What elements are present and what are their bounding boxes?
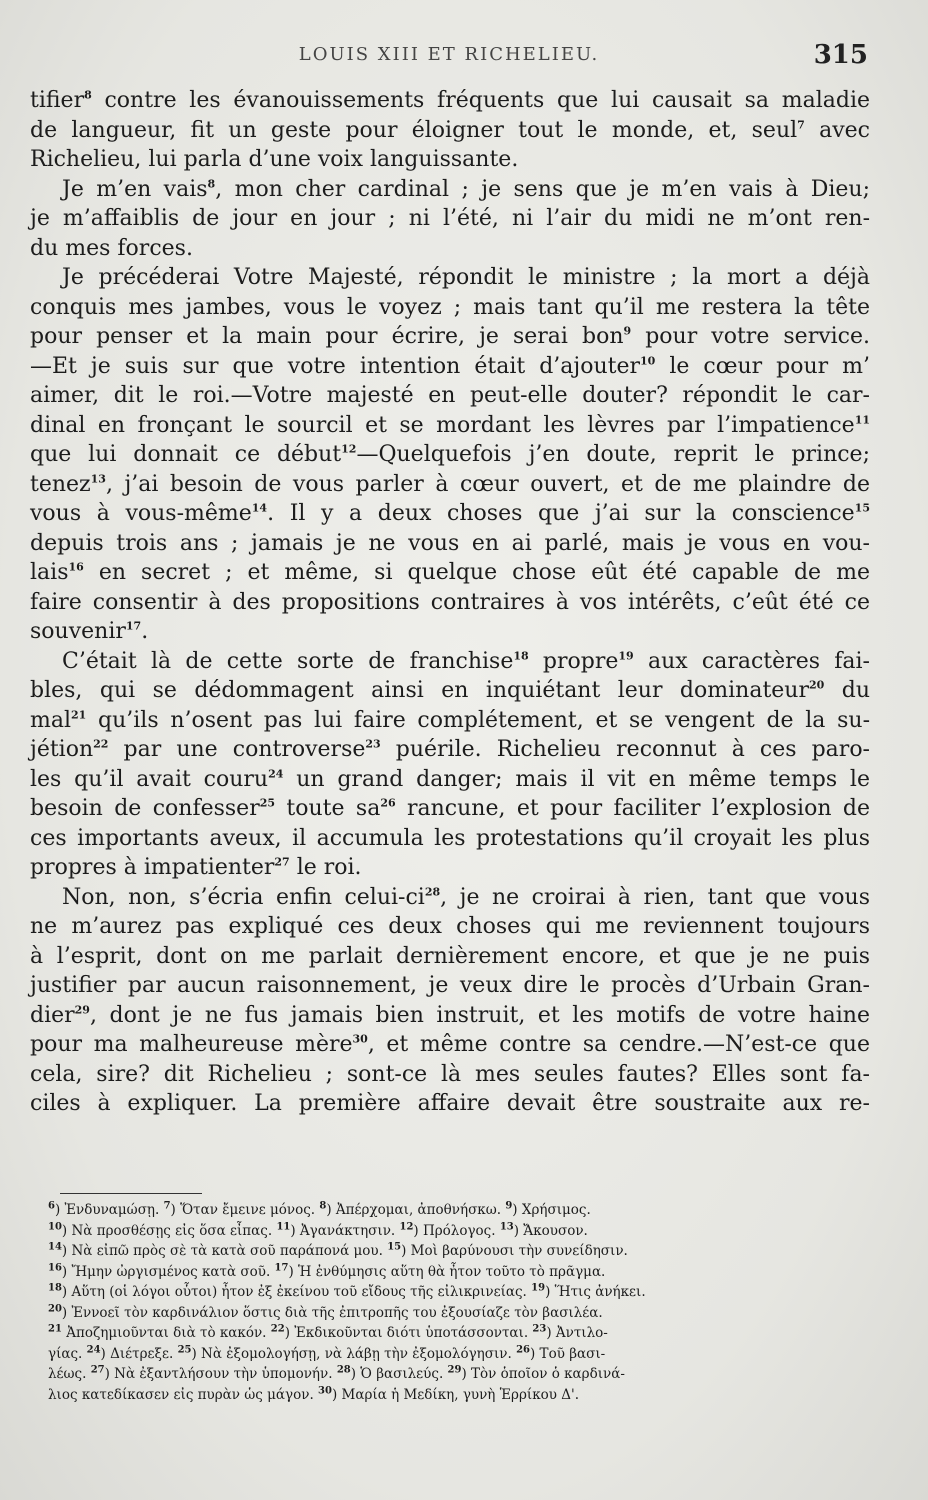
footnote-ref: 11 bbox=[854, 413, 870, 427]
footnote-text: ) Ἡ ἐνθύμησις αὕτη θὰ ἦτον τοῦτο τὸ πρᾶγμα. bbox=[288, 1263, 606, 1280]
text-run: pour votre service. bbox=[631, 324, 871, 349]
text-line bbox=[30, 588, 870, 618]
text-run: Je m’en vais bbox=[62, 176, 208, 202]
text-run: du bbox=[824, 678, 870, 703]
text-line bbox=[30, 1089, 870, 1119]
text-run: les qu’il avait couru bbox=[30, 766, 269, 792]
footnote-number: 17 bbox=[274, 1262, 289, 1273]
footnote-ref: 30 bbox=[352, 1032, 368, 1046]
text-line bbox=[30, 204, 870, 234]
text-run: avec bbox=[804, 117, 870, 143]
footnote-text: ) Ἐνδυναμώσῃ. bbox=[54, 1202, 164, 1218]
footnote-text: γίας. bbox=[48, 1345, 87, 1362]
footnote-ref: 14 bbox=[251, 501, 268, 515]
footnote-ref: 10 bbox=[640, 354, 656, 368]
text-run: , dont je ne fus jamais bien instruit, et les motifs de votre haine bbox=[89, 1002, 870, 1028]
footnote-text: ) Νὰ εἰπῶ πρὸς σὲ τὰ κατὰ σοῦ παράπονά μου. bbox=[61, 1243, 388, 1259]
footnote-text: ) Ὅταν ἔμεινε μόνος. bbox=[170, 1202, 320, 1218]
footnote-line bbox=[48, 1282, 848, 1303]
footnote-ref: 19 bbox=[618, 649, 634, 663]
footnote-number: 30 bbox=[318, 1385, 332, 1396]
footnote-ref: 8 bbox=[84, 88, 92, 102]
text-run: propres à impatienter bbox=[30, 855, 275, 880]
text-run: en secret ; et même, si quelque chose eût été capable de me bbox=[83, 560, 870, 585]
text-line bbox=[30, 1030, 870, 1060]
footnote-number: 19 bbox=[531, 1282, 546, 1294]
text-line bbox=[30, 440, 870, 470]
footnote-text: ) Μαρία ἡ Μεδίκη, γυνὴ Ἑρρίκου Δ'. bbox=[331, 1386, 580, 1403]
footnote-ref: 21 bbox=[71, 708, 87, 722]
footnote-text: ) Πρόλογος. bbox=[413, 1222, 500, 1239]
footnote-ref: 17 bbox=[125, 619, 142, 633]
footnote-number: 27 bbox=[90, 1364, 105, 1376]
text-run: de langueur, fit un geste pour éloigner tout le monde, et, seul bbox=[30, 117, 798, 143]
footnotes bbox=[48, 1200, 848, 1405]
footnote-text: ) Τὸν ὁποῖον ὁ καρδινά- bbox=[461, 1366, 625, 1382]
footnote-number: 18 bbox=[48, 1282, 62, 1294]
footnote-ref: 12 bbox=[341, 442, 357, 456]
footnote-number: 11 bbox=[276, 1221, 291, 1232]
text-line bbox=[30, 647, 870, 677]
text-line bbox=[30, 676, 870, 706]
text-line bbox=[30, 499, 870, 529]
text-run: je m’affaiblis de jour en jour ; ni l’été, ni l’air du midi ne m’ont ren- bbox=[30, 206, 870, 231]
text-line bbox=[30, 853, 870, 883]
text-run: ces importants aveux, il accumula les protestations qu’il croyait les plus bbox=[30, 825, 870, 851]
footnote-ref: 15 bbox=[854, 501, 870, 515]
footnote-number: 16 bbox=[48, 1262, 62, 1273]
text-line bbox=[30, 234, 870, 264]
footnote-number: 21 bbox=[48, 1323, 62, 1335]
text-run: , et même contre sa cendre.—N’est-ce que bbox=[367, 1032, 870, 1057]
text-line bbox=[30, 529, 870, 559]
text-run: contre les évanouissements fréquents que lui causait sa maladie bbox=[91, 88, 870, 113]
text-line bbox=[30, 263, 870, 293]
footnote-text: Ἀποζημιοῦνται διὰ τὸ κακόν. bbox=[61, 1325, 271, 1341]
footnote-ref: 28 bbox=[424, 885, 441, 899]
text-run: jétion bbox=[30, 737, 94, 762]
text-run: bles, qui se dédommagent ainsi en inquiétant leur dominateur bbox=[30, 678, 809, 703]
footnote-ref: 13 bbox=[90, 472, 106, 486]
text-line bbox=[30, 794, 870, 824]
text-run: , j’ai besoin de vous parler à cœur ouvert, et de me plaindre de bbox=[105, 471, 870, 497]
footnote-ref: 27 bbox=[274, 855, 290, 869]
text-line bbox=[30, 293, 870, 323]
footnote-line bbox=[48, 1221, 848, 1242]
text-line bbox=[30, 411, 870, 441]
footnote-text: ) Ἀπέρχομαι, ἀποθνήσκω. bbox=[326, 1202, 506, 1218]
footnote-number: 26 bbox=[516, 1344, 530, 1355]
footnote-ref: 22 bbox=[93, 737, 109, 751]
text-run: à l’esprit, dont on me parlait dernièrement encore, et que je ne puis bbox=[30, 943, 870, 969]
text-line bbox=[30, 86, 870, 116]
footnote-text: ) Μοὶ βαρύνουσι τὴν συνείδησιν. bbox=[401, 1243, 628, 1259]
page-header bbox=[30, 40, 868, 80]
text-run: tenez bbox=[30, 471, 91, 497]
text-run: pour penser et la main pour écrire, je serai bon bbox=[30, 324, 624, 349]
text-run: , mon cher cardinal ; je sens que je m’en vais à Dieu; bbox=[215, 176, 871, 202]
text-run: toute sa bbox=[275, 796, 381, 821]
text-run: rancune, et pour faciliter l’explosion de bbox=[395, 796, 870, 821]
footnote-number: 23 bbox=[532, 1323, 547, 1335]
footnote-number: 6 bbox=[48, 1200, 55, 1212]
text-run: Non, non, s’écria enfin celui-ci bbox=[62, 884, 425, 910]
footnote-text: ) Ἄκουσον. bbox=[513, 1222, 588, 1239]
text-run: pour ma malheureuse mère bbox=[30, 1032, 353, 1057]
text-run: vous à vous-même bbox=[30, 501, 252, 526]
footnote-number: 15 bbox=[387, 1241, 402, 1253]
text-run: Je précéderai Votre Majesté, répondit le ministre ; la mort a déjà bbox=[62, 265, 870, 290]
footnote-text: ) Ὁ βασιλεύς. bbox=[350, 1366, 448, 1382]
running-title: LOUIS XIII ET RICHELIEU. bbox=[298, 44, 600, 65]
text-line bbox=[30, 1060, 870, 1090]
text-line bbox=[30, 558, 870, 588]
footnote-ref: 26 bbox=[380, 796, 396, 810]
text-run: tifier bbox=[30, 88, 85, 113]
footnote-number: 29 bbox=[447, 1364, 462, 1376]
footnote-line bbox=[48, 1344, 848, 1365]
footnote-line bbox=[48, 1385, 848, 1406]
text-run: le roi. bbox=[289, 855, 362, 880]
text-line bbox=[30, 352, 870, 382]
text-line bbox=[30, 1001, 870, 1031]
footnote-number: 8 bbox=[319, 1200, 327, 1212]
text-line bbox=[30, 145, 870, 175]
footnote-line bbox=[48, 1241, 848, 1262]
text-line bbox=[30, 765, 870, 795]
footnote-ref: 9 bbox=[623, 324, 632, 338]
text-run: propre bbox=[528, 648, 619, 674]
page-number: 315 bbox=[813, 40, 868, 70]
text-run: le cœur pour m’ bbox=[655, 353, 871, 379]
text-run: —Et je suis sur que votre intention était d’ajouter bbox=[30, 353, 641, 379]
footnote-text: ) Ἤμην ὠργισμένος κατὰ σοῦ. bbox=[61, 1263, 275, 1280]
footnote-line bbox=[48, 1364, 848, 1385]
text-line bbox=[30, 942, 870, 972]
text-run: Richelieu, lui parla d’une voix languissante. bbox=[30, 147, 519, 172]
text-run: faire consentir à des propositions contraires à vos intérêts, c’eût été ce bbox=[30, 589, 870, 615]
footnote-ref: 23 bbox=[365, 737, 381, 751]
text-run: depuis trois ans ; jamais je ne vous en ai parlé, mais je vous en vou- bbox=[30, 530, 870, 556]
footnote-text: ) Ἐκδικοῦνται διότι ὑποτάσσονται. bbox=[284, 1325, 533, 1341]
text-line bbox=[30, 617, 870, 647]
text-run: mal bbox=[30, 707, 72, 733]
text-run: puérile. Richelieu reconnut à ces paro- bbox=[380, 737, 870, 762]
footnote-ref: 25 bbox=[259, 796, 276, 810]
text-run: un grand danger; mais il vit en même temps le bbox=[283, 766, 870, 792]
text-line bbox=[30, 912, 870, 942]
text-run: dinal en fronçant le sourcil et se mordant les lèvres par l’impatience bbox=[30, 412, 855, 438]
footnote-number: 12 bbox=[399, 1221, 414, 1232]
footnote-text: ) Χρήσιμος. bbox=[512, 1202, 591, 1218]
footnote-ref: 20 bbox=[809, 678, 825, 692]
text-run: . bbox=[141, 619, 149, 644]
footnote-text: ) Νὰ προσθέσῃς εἰς ὅσα εἶπας. bbox=[61, 1222, 277, 1239]
footnote-ref: 18 bbox=[513, 649, 529, 663]
footnote-number: 28 bbox=[336, 1364, 351, 1376]
text-run: —Quelquefois j’en doute, reprit le prince; bbox=[356, 442, 870, 467]
text-run: besoin de confesser bbox=[30, 796, 260, 821]
footnote-line bbox=[48, 1262, 848, 1283]
text-line bbox=[30, 322, 870, 352]
text-run: aimer, dit le roi.—Votre majesté en peut-elle douter? répondit le car- bbox=[30, 383, 870, 408]
text-run: cela, sire? dit Richelieu ; sont-ce là mes seules fautes? Elles sont fa- bbox=[30, 1061, 870, 1087]
text-line bbox=[30, 175, 870, 205]
footnote-text: ) Νὰ ἐξομολογήσῃ, νὰ λάβῃ τὴν ἐξομολόγησιν. bbox=[191, 1345, 517, 1362]
text-line bbox=[30, 824, 870, 854]
text-line bbox=[30, 706, 870, 736]
footnote-text: ) Διέτρεξε. bbox=[100, 1345, 178, 1362]
footnote-ref: 24 bbox=[268, 767, 284, 781]
footnote-number: 22 bbox=[270, 1323, 285, 1335]
text-run: . Il y a deux choses que j’ai sur la conscience bbox=[267, 501, 855, 526]
text-run: , je ne croirai à rien, tant que vous bbox=[440, 884, 870, 910]
text-run: du mes forces. bbox=[30, 235, 193, 261]
footnote-text: λέως. bbox=[48, 1366, 91, 1382]
text-line bbox=[30, 381, 870, 411]
footnote-number: 7 bbox=[163, 1200, 171, 1212]
footnote-text: λιος κατεδίκασεν εἰς πυρὰν ὡς μάγον. bbox=[48, 1386, 319, 1403]
body-text bbox=[30, 86, 870, 1119]
footnote-ref: 8 bbox=[207, 177, 216, 191]
footnote-number: 24 bbox=[86, 1344, 101, 1355]
footnote-text: ) Νὰ ἐξαντλήσουν τὴν ὑπομονήν. bbox=[104, 1366, 337, 1382]
text-line bbox=[30, 735, 870, 765]
text-line bbox=[30, 971, 870, 1001]
text-run: justifier par aucun raisonnement, je veux dire le procès d’Urbain Gran- bbox=[30, 973, 870, 998]
footnote-ref: 29 bbox=[74, 1003, 90, 1017]
text-run: ciles à expliquer. La première affaire devait être soustraite aux re- bbox=[30, 1091, 870, 1116]
footnote-text: ) Τοῦ βασι- bbox=[530, 1345, 606, 1362]
footnote-text: ) Αὕτη (οἱ λόγοι οὗτοι) ἦτον ἐξ ἐκείνου τοῦ εἴδους τῆς εἰλικρινείας. bbox=[61, 1284, 532, 1300]
footnote-rule bbox=[60, 1193, 202, 1194]
footnote-ref: 16 bbox=[68, 560, 84, 574]
footnote-line bbox=[48, 1200, 848, 1221]
text-line bbox=[30, 116, 870, 146]
footnote-number: 20 bbox=[48, 1303, 62, 1314]
text-run: lais bbox=[30, 560, 69, 585]
text-run: aux caractères fai- bbox=[633, 648, 870, 674]
footnote-text: ) Ἀντιλο- bbox=[546, 1325, 608, 1341]
text-run: par une controverse bbox=[108, 737, 366, 762]
text-run: dier bbox=[30, 1002, 75, 1028]
text-run: souvenir bbox=[30, 619, 126, 644]
footnote-line bbox=[48, 1323, 848, 1344]
footnote-number: 10 bbox=[48, 1221, 62, 1232]
footnote-number: 9 bbox=[505, 1200, 513, 1212]
text-run: C’était là de cette sorte de franchise bbox=[62, 648, 514, 674]
text-run: que lui donnait ce début bbox=[30, 442, 342, 467]
footnote-number: 14 bbox=[48, 1241, 62, 1253]
footnote-text: ) Ἥτις ἀνήκει. bbox=[545, 1284, 646, 1300]
text-run: conquis mes jambes, vous le voyez ; mais tant qu’il me restera la tête bbox=[30, 294, 870, 320]
footnote-number: 13 bbox=[499, 1221, 514, 1232]
footnote-ref: 7 bbox=[797, 118, 805, 132]
footnote-number: 25 bbox=[177, 1344, 192, 1355]
text-run: qu’ils n’osent pas lui faire complétement, et se vengent de la su- bbox=[86, 707, 870, 733]
text-line bbox=[30, 470, 870, 500]
text-line bbox=[30, 883, 870, 913]
text-run: ne m’aurez pas expliqué ces deux choses qui me reviennent toujours bbox=[30, 914, 870, 939]
footnote-line bbox=[48, 1303, 848, 1324]
footnote-text: ) Ἐννοεῖ τὸν καρδινάλιον ὅστις διὰ τῆς ἐπιτροπῆς του ἐξουσίαζε τὸν βασιλέα. bbox=[61, 1304, 603, 1321]
footnote-text: ) Ἀγανάκτησιν. bbox=[290, 1222, 400, 1239]
